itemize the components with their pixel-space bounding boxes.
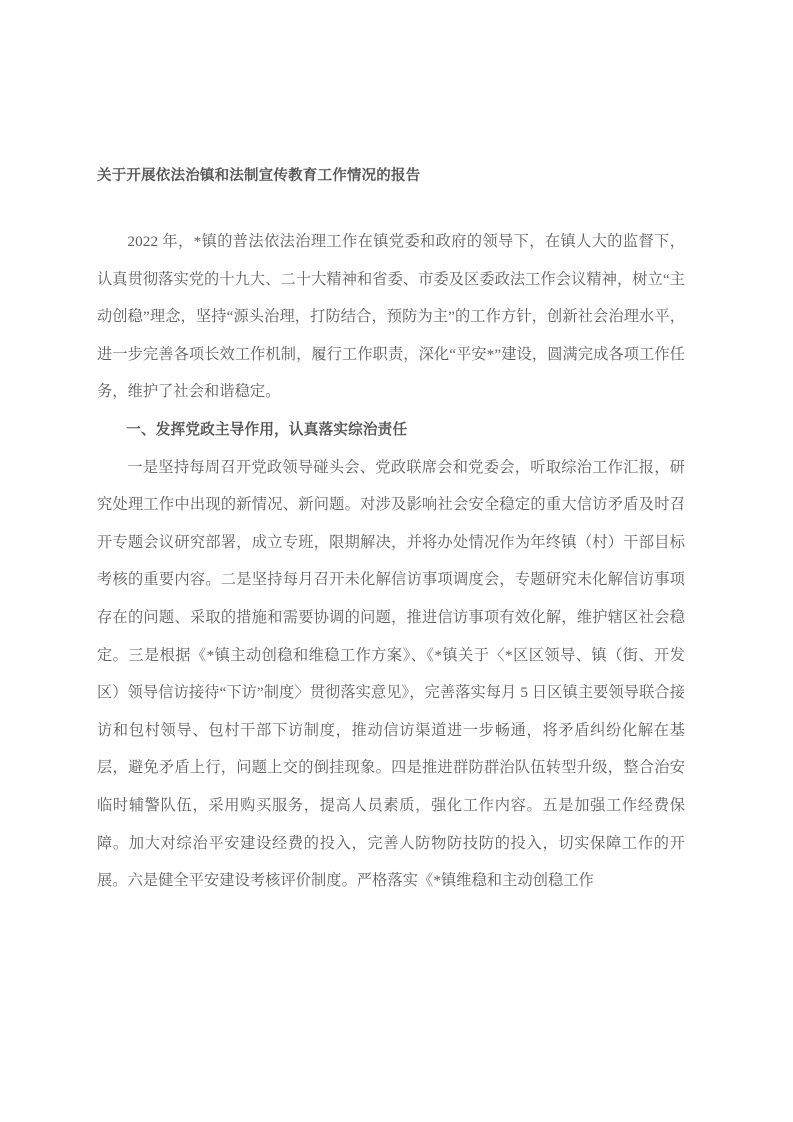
paragraph-section-1-body: 一是坚持每周召开党政领导碰头会、党政联席会和党委会，听取综治工作汇报，研究处理工作中出现的新情况、新问题。对涉及影响社会安全稳定的重大信访矛盾及时召开专题会议研究部署，成立专班，限期解决，并将办处情况作为年终镇（村）干部目标考核的重要内容。二是坚持每月召开未化解信访事项调度会，专题研究未化解信访事项存在的问题、采取的措施和需要协调的问题，推进信访事项有效化解，维护辖区社会稳定。三是根据《*镇主动创稳和维稳工作方案》、《*镇关于〈*区区领导、镇（街、开发区）领导信访接待“下访”制度〉贯彻落实意见》，完善落实每月 5 日区镇主要领导联合接访和包村领导、包村干部下访制度，推动信访渠道进一步畅通，将矛盾纠纷化解在基层，避免矛盾上行，问题上交的倒挂现象。四是推进群防群治队伍转型升级，整合治安临时辅警队伍，采用购买服务，提高人员素质，强化工作内容。五是加强工作经费保障。加大对综治平安建设经费的投入，完善人防物防技防的投入，切实保障工作的开展。六是健全平安建设考核评价制度。严格落实《*镇维稳和主动创稳工作 — [97, 458, 685, 890]
document-body — [97, 163, 685, 900]
paragraph-intro: 2022 年，*镇的普法依法治理工作在镇党委和政府的领导下，在镇人大的监督下，认真贯彻落实党的十九大、二十大精神和省委、市委及区委政法工作会议精神，树立“主动创稳”理念，坚持“源头治理，打防结合，预防为主”的工作方针，创新社会治理水平，进一步完善各项长效工作机制，履行工作职责，深化“平安*”建设，圆满完成各项工作任务，维护了社会和谐稳定。 — [97, 233, 685, 401]
document-title: 关于开展依法治镇和法制宣传教育工作情况的报告 — [97, 168, 421, 184]
section-heading-1: 一、发挥党政主导作用，认真落实综治责任 — [126, 420, 408, 438]
